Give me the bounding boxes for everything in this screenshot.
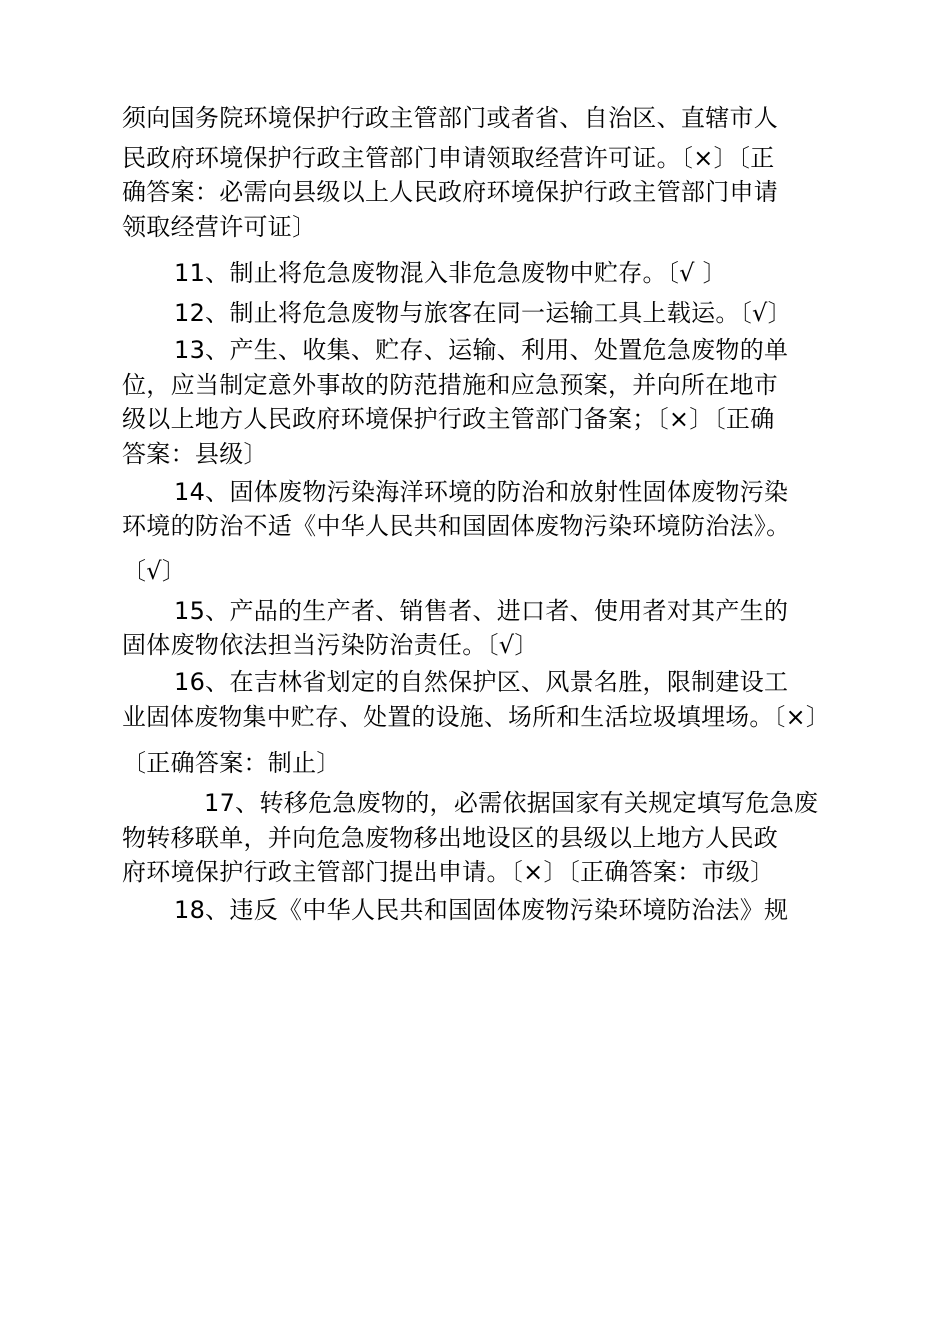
- text-line-8: 位，应当制定意外事故的防范措施和应急预案，并向所在地市: [122, 371, 779, 399]
- question-14: 14、固体废物污染海洋环境的防治和放射性固体废物污染: [174, 478, 789, 506]
- text-line-15: 固体废物依法担当污染防治责任。〔√〕: [122, 631, 539, 659]
- text-line-4: 领取经营许可证〕: [122, 213, 317, 241]
- text-line-3: 确答案：必需向县级以上人民政府环境保护行政主管部门申请: [122, 178, 779, 206]
- text-line-21: 府环境保护行政主管部门提出申请。〔×〕〔正确答案：市级〕: [122, 858, 775, 886]
- text-line-9: 级以上地方人民政府环境保护行政主管部门备案；〔×〕〔正确: [122, 405, 775, 433]
- question-13: 13、产生、收集、贮存、运输、利用、处置危急废物的单: [174, 336, 789, 364]
- question-15: 15、产品的生产者、销售者、进口者、使用者对其产生的: [174, 597, 789, 625]
- text-line-18: 〔正确答案：制止〕: [122, 749, 341, 777]
- text-line-10: 答案：县级〕: [122, 440, 268, 468]
- text-line-20: 物转移联单，并向危急废物移出地设区的县级以上地方人民政: [122, 824, 779, 852]
- question-18: 18、违反《中华人民共和国固体废物污染环境防治法》规: [174, 896, 789, 924]
- question-16: 16、在吉林省划定的自然保护区、风景名胜，限制建设工: [174, 668, 789, 696]
- text-line-12: 环境的防治不适《中华人民共和国固体废物污染环境防治法》。: [122, 512, 791, 540]
- question-12: 12、制止将危急废物与旅客在同一运输工具上载运。〔√〕: [174, 299, 792, 327]
- question-11: 11、制止将危急废物混入非危急废物中贮存。〔√ 〕: [174, 259, 727, 287]
- question-17: 17、转移危急废物的，必需依据国家有关规定填写危急废: [204, 789, 819, 817]
- text-line-13: 〔√〕: [122, 557, 187, 585]
- text-line-1: 须向国务院环境保护行政主管部门或者省、自治区、直辖市人: [122, 104, 779, 132]
- text-line-17: 业固体废物集中贮存、处置的设施、场所和生活垃圾填埋场。〔×〕: [122, 703, 831, 731]
- text-line-2: 民政府环境保护行政主管部门申请领取经营许可证。〔×〕〔正: [122, 144, 775, 172]
